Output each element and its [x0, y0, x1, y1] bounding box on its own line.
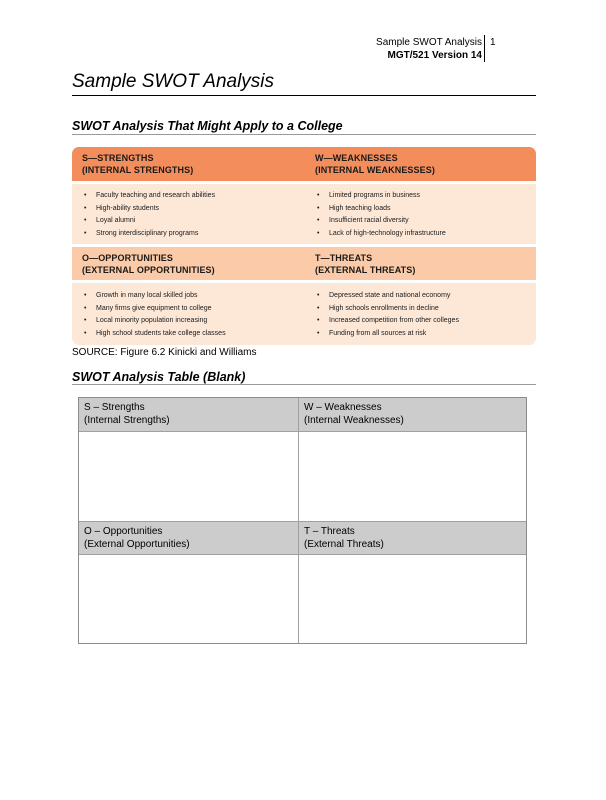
weaknesses-heading: [315, 153, 435, 176]
threats-heading: [315, 253, 415, 276]
list-item: • Increased competition from other colleges: [315, 315, 459, 328]
list-item: • Many firms give equipment to college: [82, 303, 226, 316]
strengths-label: S – Strengths: [84, 402, 145, 413]
list-item: • Loyal alumni: [82, 215, 215, 228]
band-gap: [72, 280, 536, 283]
strengths-heading-line2: (INTERNAL STRENGTHS): [82, 164, 194, 175]
section-title-college: SWOT Analysis That Might Apply to a College: [72, 119, 343, 133]
list-item: • High-ability students: [82, 203, 215, 216]
table-row-divider: [79, 554, 526, 555]
threats-heading-line1: T—THREATS: [315, 253, 373, 263]
list-item: • Depressed state and national economy: [315, 290, 459, 303]
band-gap: [72, 181, 536, 184]
list-item: • Funding from all sources at risk: [315, 328, 459, 341]
header-title: Sample SWOT Analysis: [376, 37, 482, 48]
title-rule: [72, 95, 536, 96]
threats-sublabel: (External Threats): [304, 538, 384, 550]
list-item: • High teaching loads: [315, 203, 446, 216]
opportunities-heading-line2: (EXTERNAL OPPORTUNITIES): [82, 264, 215, 275]
table-column-divider: [298, 398, 299, 643]
list-item: • Insufficient racial diversity: [315, 215, 446, 228]
strengths-heading: [82, 153, 193, 176]
strengths-heading-line1: S—STRENGTHS: [82, 153, 154, 163]
list-item: • High schools enrollments in decline: [315, 303, 459, 316]
weaknesses-heading-line1: W—WEAKNESSES: [315, 153, 398, 163]
list-item: • High school students take college classes: [82, 328, 226, 341]
section-rule: [72, 134, 536, 135]
running-header: [376, 36, 482, 62]
list-item: • Growth in many local skilled jobs: [82, 290, 226, 303]
strengths-list: [82, 190, 215, 240]
list-item: • Lack of high-technology infrastructure: [315, 228, 446, 241]
threats-list: [315, 290, 459, 340]
opportunities-heading-line1: O—OPPORTUNITIES: [82, 253, 174, 263]
opportunities-list: [82, 290, 226, 340]
header-divider: [484, 35, 485, 62]
weaknesses-label: W – Weaknesses: [304, 402, 382, 413]
section-title-blank-table: SWOT Analysis Table (Blank): [72, 370, 246, 384]
threats-label: T – Threats: [304, 526, 355, 537]
weaknesses-sublabel: (Internal Weaknesses): [304, 414, 404, 426]
section-rule: [72, 384, 536, 385]
table-cell-opportunities: [84, 526, 190, 551]
figure-source: SOURCE: Figure 6.2 Kinicki and Williams: [72, 347, 257, 358]
swot-blank-table: [78, 397, 527, 644]
list-item: • Local minority population increasing: [82, 315, 226, 328]
strengths-sublabel: (Internal Strengths): [84, 414, 170, 426]
opportunities-sublabel: (External Opportunities): [84, 538, 190, 550]
list-item: • Limited programs in business: [315, 190, 446, 203]
threats-heading-line2: (EXTERNAL THREATS): [315, 264, 416, 275]
list-item: • Faculty teaching and research abilities: [82, 190, 215, 203]
opportunities-label: O – Opportunities: [84, 526, 163, 537]
page-number: 1: [490, 37, 496, 48]
weaknesses-heading-line2: (INTERNAL WEAKNESSES): [315, 164, 435, 175]
list-item: • Strong interdisciplinary programs: [82, 228, 215, 241]
header-subtitle: MGT/521 Version 14: [387, 50, 482, 61]
document-title: Sample SWOT Analysis: [72, 71, 275, 92]
table-row-divider: [79, 521, 526, 522]
table-cell-threats: [304, 526, 384, 551]
table-cell-weaknesses: [304, 402, 404, 427]
weaknesses-list: [315, 190, 446, 240]
table-cell-strengths: [84, 402, 170, 427]
table-row-divider: [79, 431, 526, 432]
opportunities-heading: [82, 253, 215, 276]
swot-figure: [72, 147, 536, 345]
